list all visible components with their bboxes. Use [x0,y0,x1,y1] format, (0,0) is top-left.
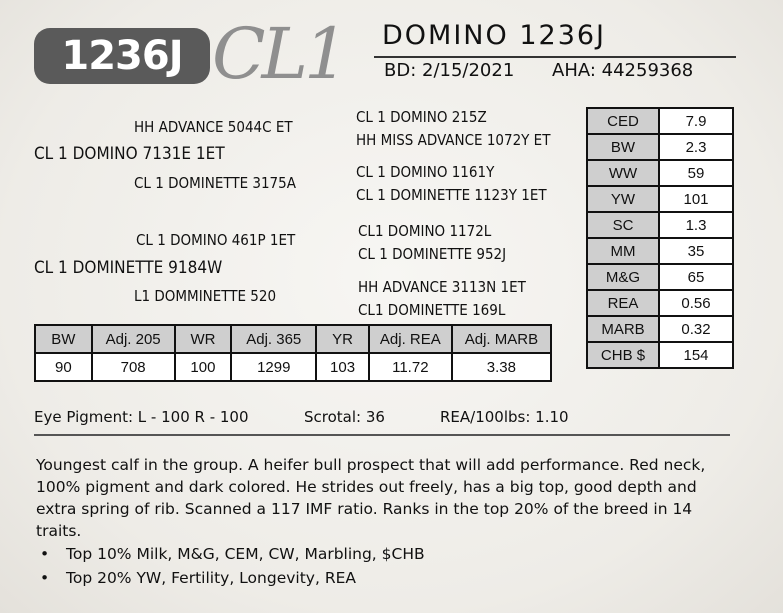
performance-header: WR [175,325,232,353]
epd-row [587,238,733,264]
pedigree-sire-dam: CL 1 DOMINETTE 3175A [134,174,296,192]
epd-value: 154 [659,342,733,368]
pedigree-sd-dam: CL 1 DOMINETTE 1123Y 1ET [356,186,547,204]
performance-header: Adj. 365 [231,325,316,353]
highlight-text: Top 20% YW, Fertility, Longevity, REA [66,569,356,587]
birth-date: BD: 2/15/2021 [384,60,515,81]
epd-row [587,264,733,290]
scrotal: Scrotal: 36 [304,408,385,426]
list-item [40,566,425,590]
aha-number: AHA: 44259368 [552,60,694,81]
performance-value: 11.72 [369,353,452,381]
pedigree-sire: CL 1 DOMINO 7131E 1ET [34,144,225,164]
performance-header: Adj. MARB [452,325,551,353]
epd-label: MARB [587,316,659,342]
epd-label: CHB $ [587,342,659,368]
highlights-list [40,542,425,590]
epd-value: 0.32 [659,316,733,342]
bullet-icon: • [40,569,50,587]
id-badge: 1236J [34,28,210,84]
performance-value: 103 [316,353,369,381]
pedigree-ds-dam: CL 1 DOMINETTE 952J [358,245,507,263]
pedigree-dam-sire: CL 1 DOMINO 461P 1ET [136,231,296,249]
performance-header: Adj. 205 [92,325,175,353]
performance-value: 3.38 [452,353,551,381]
epd-label: WW [587,160,659,186]
animal-title: DOMINO 1236J [382,20,607,51]
epd-row [587,160,733,186]
pedigree-dam: CL 1 DOMINETTE 9184W [34,258,223,278]
eye-pigment: Eye Pigment: L - 100 R - 100 [34,408,249,426]
pedigree-dd-dam: CL1 DOMINETTE 169L [358,301,506,319]
epd-value: 65 [659,264,733,290]
pedigree-ss-sire: CL 1 DOMINO 215Z [356,108,487,126]
epd-value: 2.3 [659,134,733,160]
rea-per-100lbs: REA/100lbs: 1.10 [440,408,569,426]
epd-label: BW [587,134,659,160]
epd-label: M&G [587,264,659,290]
epd-value: 1.3 [659,212,733,238]
epd-row [587,342,733,368]
title-divider [374,56,736,58]
performance-header: BW [35,325,92,353]
epd-label: SC [587,212,659,238]
pedigree-dam-dam: L1 DOMMINETTE 520 [134,287,277,305]
pedigree-sd-sire: CL 1 DOMINO 1161Y [356,163,495,181]
pedigree-dd-sire: HH ADVANCE 3113N 1ET [358,278,526,296]
pedigree-sire-sire: HH ADVANCE 5044C ET [134,118,293,136]
pedigree-ss-dam: HH MISS ADVANCE 1072Y ET [356,131,551,149]
epd-value: 35 [659,238,733,264]
epd-row [587,108,733,134]
performance-value-row [35,353,551,381]
epd-label: MM [587,238,659,264]
epd-row [587,212,733,238]
performance-header: Adj. REA [369,325,452,353]
epd-value: 0.56 [659,290,733,316]
epd-value: 7.9 [659,108,733,134]
description: Youngest calf in the group. A heifer bull prospect that will add performance. Red neck, 100% pigment and dark colored. He strides out freely, has a big top, good depth and extra spring of rib. Scanned a 117 IMF ratio. Ranks in the top 20% of the breed in 14 traits. [36,456,706,540]
performance-value: 90 [35,353,92,381]
epd-row [587,186,733,212]
epd-row [587,290,733,316]
performance-value: 1299 [231,353,316,381]
cl1-logo: CL1 [212,13,345,95]
epd-row [587,134,733,160]
performance-value: 100 [175,353,232,381]
epd-value: 101 [659,186,733,212]
epd-label: YW [587,186,659,212]
epd-label: REA [587,290,659,316]
epd-table [586,107,734,369]
performance-header: YR [316,325,369,353]
pedigree-ds-sire: CL1 DOMINO 1172L [358,222,492,240]
performance-value: 708 [92,353,175,381]
highlight-text: Top 10% Milk, M&G, CEM, CW, Marbling, $CHB [66,545,425,563]
performance-header-row [35,325,551,353]
section-divider [34,434,730,436]
list-item [40,542,425,566]
bullet-icon: • [40,545,50,563]
epd-label: CED [587,108,659,134]
epd-row [587,316,733,342]
performance-table [34,324,552,382]
epd-value: 59 [659,160,733,186]
